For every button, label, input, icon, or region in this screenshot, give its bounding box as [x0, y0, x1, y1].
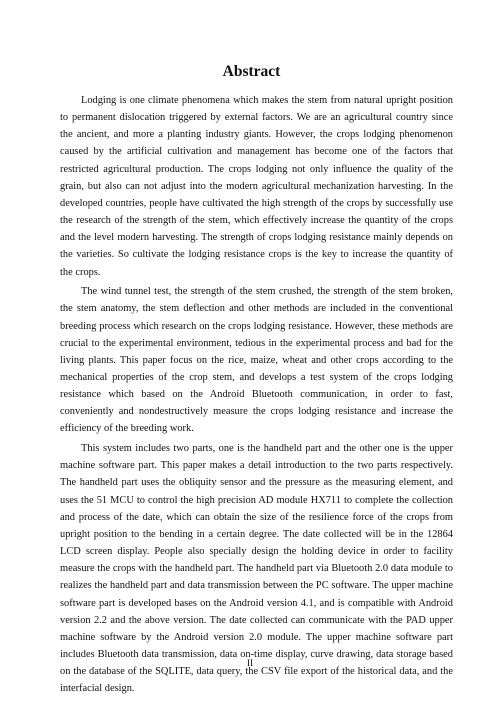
page-number: II — [246, 659, 254, 669]
abstract-title: Abstract — [222, 63, 281, 80]
abstract-paragraph-1: Lodging is one climate phenomena which makes the stem from natural upright position to permanent dislocation triggered by external factors. We are an agricultural country since the ancient, and more a planting industry giants. However, the crops lodging phenomenon caused by the artificial cultivation and management has become one of the factors that restricted agricultural production. The crops lodging not only influence the quality of the grain, but also can not adjust into the modern agricultural mechanization harvesting. In the developed countries, people have cultivated the high strength of the crops by successfully use the research of the strength of the stem, which effectively increase the quantity of the crops and the level modern harvesting. The strength of crops lodging resistance mainly depends on the varieties. So cultivate the lodging resistance crops is the key to increase the quantity of the crops. — [60, 95, 453, 278]
abstract-paragraph-3: This system includes two parts, one is the handheld part and the other one is the upper machine software part. This paper makes a detail introduction to the two parts respectively. The handheld part uses the obliquity sensor and the pressure as the measuring element, and uses the 51 MCU to control the high precision AD module HX711 to complete the collection and process of the date, which can obtain the size of the resilience force of the crops from upright position to the bending in a certain degree. The date collected will be in the 12864 LCD screen display. People also specially design the holding device in order to facility measure the crops with the handheld part. The handheld part via Bluetooth 2.0 data module to realizes the handheld part and data transmission between the PC software. The upper machine software part is developed bases on the Android version 4.1, and is compatible with Android version 2.2 and the above version. The date collected can communicate with the PAD upper machine software by the Android version 2.0 module. The upper machine software part includes Bluetooth data transmission, data on-time display, curve drawing, data storage based on the database of the SQLITE, data query, the CSV file export of the historical data, and the interfacial design. — [60, 443, 453, 695]
abstract-paragraph-2: The wind tunnel test, the strength of the stem crushed, the strength of the stem broken, the stem anatomy, the stem deflection and other methods are included in the conventional breeding process which research on the crops lodging resistance. However, these methods are crucial to the experimental environment, tedious in the experimental process and bad for the living plants. This paper focus on the rice, maize, wheat and other crops according to the mechanical properties of the crop stem, and develops a test system of the crops lodging resistance which based on the Android Bluetooth communication, in order to fast, conveniently and nondestructively measure the crops lodging resistance and increase the efficiency of the breeding work. — [60, 286, 453, 435]
